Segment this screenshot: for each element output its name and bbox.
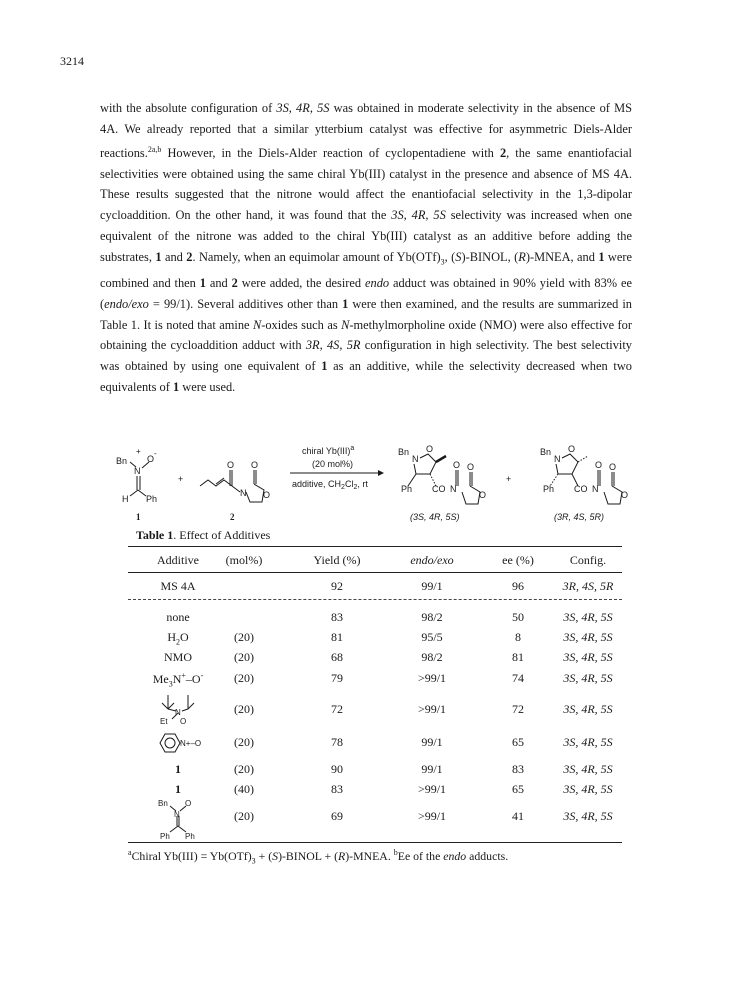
svg-text:chiral Yb(III)a: chiral Yb(III)$^a$: [302, 445, 355, 456]
svg-text:N: N: [592, 484, 599, 494]
row-endo-exo: 99/1: [421, 762, 443, 776]
svg-text:+: +: [506, 474, 512, 484]
row-endo-exo: >99/1: [417, 702, 447, 716]
reaction-scheme: [110, 440, 640, 530]
row-ee: 72: [512, 702, 524, 716]
row-ee: 96: [512, 579, 524, 593]
svg-text:Ph: Ph: [160, 832, 170, 840]
row-mol: (20): [234, 735, 254, 749]
row-yield: 83: [331, 610, 343, 624]
header-ee: ee (%): [502, 553, 534, 567]
row-yield: 79: [331, 671, 343, 685]
body-paragraph: with the absolute configuration of 3S, 4R, 5S was obtained in moderate selectivity in the absence of MS 4A. We already reported that a similar ytterbium catalyst was effective for asymmetric Diels-Alder reactions.$^{2a,b}$ However, in the Diels-Alder reaction of cyclopentadiene with 2, the same enantiofacial selectivities were obtained using the same chiral Yb(III) catalyst in the presence and absence of MS 4A. These results suggested that the nitrone would affect the enantiofacial selectivity in the 1,3-dipolar cycloaddition. On the other hand, it was found that the 3S, 4R, 5S selectivity was increased when one equivalent of the nitrone was added to the chiral Yb(III) catalyst as an additive before adding the substrates, 1 and 2. Namely, when an equimolar amount of $Yb(OTf)_3$, (S)-BINOL, (R)-MNEA, and 1 were combined and then 1 and 2 were added, the desired endo adduct was obtained in 90% yield with 83% ee (endo/exo = 99/1). Several additives other than 1 were then examined, and the results are summarized in Table 1. It is noted that amine N-oxides such as N-methylmorpholine oxide (NMO) were also effective for obtaining the cycloaddition adduct with 3R, 4S, 5R configuration in high selectivity. The best selectivity was obtained by using one equivalent of 1 as an additive, while the selectivity decreased when two equivalents of 1 were used.: [100, 101, 632, 394]
row-mol: (20): [234, 650, 254, 664]
amine-oxide-structure: [156, 689, 200, 725]
row-endo-exo: 98/2: [421, 650, 443, 664]
svg-text:O: O: [426, 444, 434, 454]
svg-text:Ph: Ph: [543, 484, 555, 494]
svg-text:N: N: [174, 810, 180, 819]
header-additive: Additive: [157, 553, 199, 567]
svg-text:Bn: Bn: [158, 799, 168, 808]
svg-text:O: O: [185, 799, 192, 808]
svg-text:N: N: [450, 484, 457, 494]
product-3R4S5R: [540, 444, 628, 522]
svg-text:Ph: Ph: [146, 494, 158, 504]
svg-text:N: N: [412, 454, 419, 464]
row-ee: 65: [512, 735, 524, 749]
svg-text:O: O: [595, 460, 603, 470]
svg-text:O: O: [227, 460, 235, 470]
row-config: 3S, 4R, 5S: [563, 650, 613, 664]
svg-text:2: 2: [230, 512, 235, 522]
svg-text:N: N: [175, 708, 181, 717]
row-yield: 68: [331, 650, 343, 664]
row-config: 3S, 4R, 5S: [563, 735, 613, 749]
svg-text:N: N: [134, 466, 141, 476]
row-ee: 41: [512, 809, 524, 823]
row-mol: (20): [234, 702, 254, 716]
svg-text:O: O: [467, 462, 475, 472]
row-endo-exo: 99/1: [421, 579, 443, 593]
row-endo-exo: 99/1: [421, 735, 443, 749]
svg-text:H: H: [122, 494, 129, 504]
row-mol: (20): [234, 762, 254, 776]
row-config: 3S, 4R, 5S: [563, 671, 613, 685]
svg-text:(3R, 4S, 5R): (3R, 4S, 5R): [554, 512, 605, 522]
header-yield: Yield (%): [313, 553, 361, 567]
row-ee: 50: [512, 610, 524, 624]
row-additive: none: [166, 610, 190, 624]
row-endo-exo: >99/1: [417, 671, 447, 685]
diphenyl-nitrone-structure: [158, 798, 202, 840]
svg-text:N+–O: N+–O: [180, 739, 202, 748]
row-additive: MS 4A: [160, 579, 196, 593]
row-config: 3R, 4S, 5R: [562, 579, 614, 593]
row-config: 3S, 4R, 5S: [563, 782, 613, 796]
row-config: 3S, 4R, 5S: [563, 630, 613, 644]
svg-text:O: O: [609, 462, 617, 472]
row-ee: 83: [512, 762, 524, 776]
svg-text:Ph: Ph: [401, 484, 413, 494]
svg-text:O: O: [263, 490, 271, 500]
svg-text:-: -: [154, 449, 157, 458]
svg-text:O: O: [147, 454, 155, 464]
row-config: 3S, 4R, 5S: [563, 702, 613, 716]
row-ee: 74: [512, 671, 524, 685]
svg-text:N: N: [554, 454, 561, 464]
row-additive: 1: [175, 782, 181, 796]
row-config: 3S, 4R, 5S: [563, 762, 613, 776]
row-additive-trimethylamine-oxide: $Me_3N^+-O^-$: [152, 671, 204, 689]
svg-text:N: N: [240, 488, 247, 498]
svg-text:(3S, 4R, 5S): (3S, 4R, 5S): [410, 512, 460, 522]
svg-text:+: +: [136, 447, 141, 456]
row-endo-exo: >99/1: [417, 809, 447, 823]
row-yield: 78: [331, 735, 343, 749]
svg-text:Bn: Bn: [116, 456, 128, 466]
pyridine-n-oxide-structure: [154, 730, 210, 756]
row-config: 3S, 4R, 5S: [563, 809, 613, 823]
row-ee: 81: [512, 650, 524, 664]
header-rule: [128, 572, 622, 573]
header-mol: (mol%): [225, 553, 263, 567]
row-yield: 72: [331, 702, 343, 716]
svg-text:CO: CO: [432, 484, 446, 494]
nitrone-structure: [116, 447, 157, 522]
svg-text:Ph: Ph: [185, 832, 195, 840]
svg-text:additive, CH2Cl2, rt: additive, $CH_2Cl_2$, rt: [292, 479, 368, 491]
svg-text:O: O: [479, 490, 487, 500]
svg-text:+: +: [178, 474, 184, 484]
svg-text:O: O: [453, 460, 461, 470]
svg-text:(20 mol%): (20 mol%): [312, 459, 354, 469]
svg-text:O: O: [180, 717, 187, 725]
row-yield: 90: [331, 762, 343, 776]
row-additive: NMO: [163, 650, 193, 664]
row-endo-exo: >99/1: [417, 782, 447, 796]
header-config: Config.: [569, 553, 607, 567]
row-yield: 83: [331, 782, 343, 796]
row-mol: (20): [234, 630, 254, 644]
row-mol: (40): [234, 782, 254, 796]
row-ee: 8: [515, 630, 521, 644]
table-bottom-rule: [128, 842, 622, 843]
svg-text:O: O: [568, 444, 576, 454]
row-yield: 69: [331, 809, 343, 823]
svg-text:1: 1: [136, 512, 141, 522]
svg-text:O: O: [251, 460, 259, 470]
oxazolidinone-structure: [200, 470, 264, 502]
row-mol: (20): [234, 809, 254, 823]
table-caption: Table 1. Effect of Additives: [136, 528, 271, 542]
svg-text:O: O: [621, 490, 629, 500]
svg-text:CO: CO: [574, 484, 588, 494]
row-additive-water: $H_2O$: [167, 630, 189, 647]
dashed-separator: [128, 599, 622, 600]
svg-text:Bn: Bn: [398, 447, 410, 457]
svg-text:Et: Et: [160, 717, 168, 725]
row-config: 3S, 4R, 5S: [563, 610, 613, 624]
table-footnote: $^a$Chiral $Yb(III) = Yb(OTf)_3$ + (S)-BINOL + (R)-MNEA. $^b$Ee of the endo adducts.: [128, 848, 509, 866]
table-top-rule: [128, 546, 622, 547]
row-ee: 65: [512, 782, 524, 796]
page-number: 3214: [60, 54, 84, 68]
header-endo-exo: endo/exo: [410, 553, 454, 567]
row-yield: 92: [331, 579, 343, 593]
row-endo-exo: 98/2: [421, 610, 443, 624]
row-yield: 81: [331, 630, 343, 644]
row-additive: 1: [175, 762, 181, 776]
svg-text:Bn: Bn: [540, 447, 552, 457]
product-3S4R5S: [398, 444, 486, 522]
row-mol: (20): [234, 671, 254, 685]
row-endo-exo: 95/5: [421, 630, 443, 644]
